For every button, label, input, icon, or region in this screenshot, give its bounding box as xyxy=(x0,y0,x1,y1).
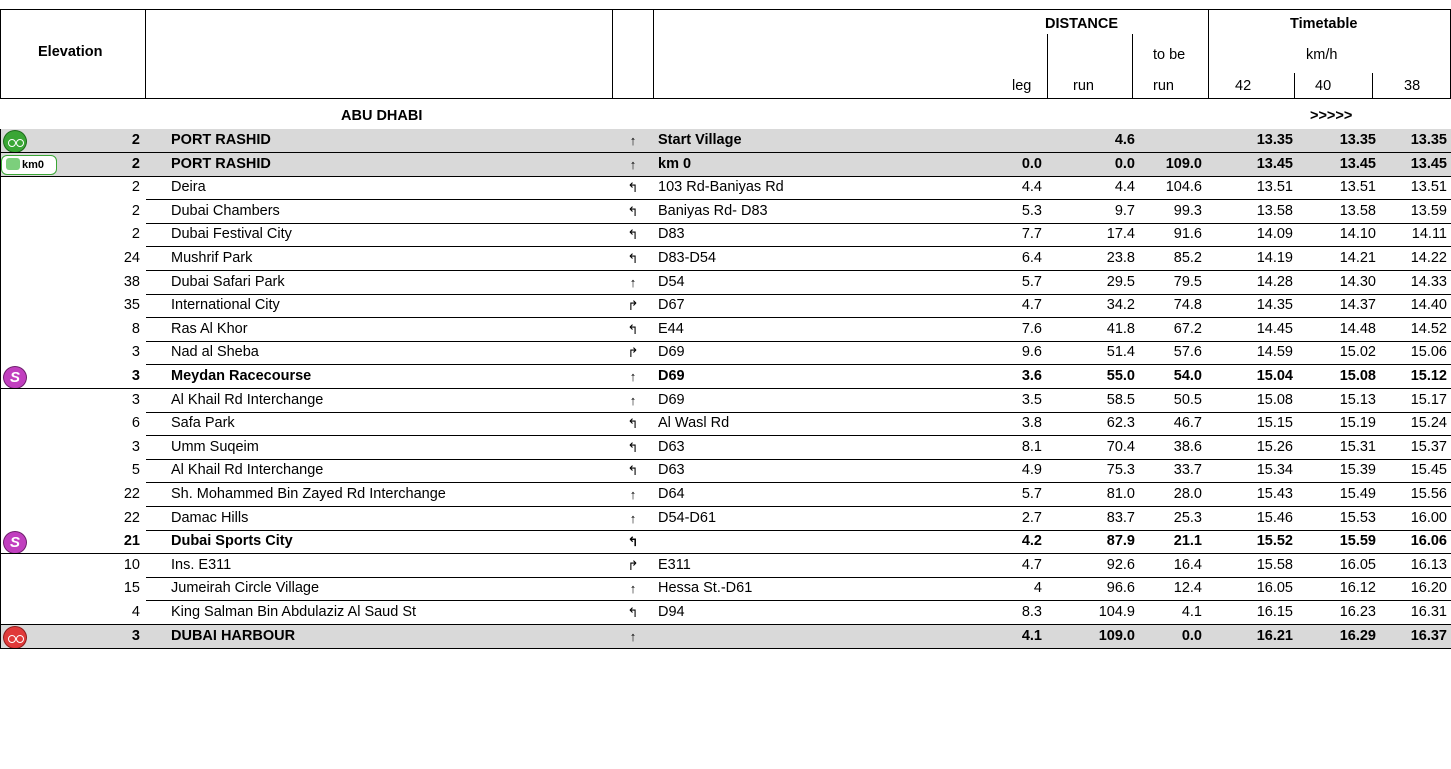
speed-40-header: 40 xyxy=(1315,78,1332,94)
table-row xyxy=(0,153,1451,176)
time-40: 16.05 xyxy=(1339,557,1376,573)
row-left-border xyxy=(0,176,1,200)
direction-arrow: ↑ xyxy=(629,275,637,290)
leg-distance: 4.9 xyxy=(1021,462,1042,478)
time-38: 16.13 xyxy=(1410,557,1447,573)
leg-distance: 8.3 xyxy=(1021,604,1042,620)
to-be-run-distance: 25.3 xyxy=(1173,510,1202,526)
road-name: Al Wasl Rd xyxy=(658,415,730,431)
time-38: 16.31 xyxy=(1410,604,1447,620)
run-distance: 83.7 xyxy=(1106,510,1135,526)
elevation-cell: 3 xyxy=(131,344,140,360)
time-40: 16.23 xyxy=(1339,604,1376,620)
road-name: D94 xyxy=(658,604,685,620)
leg-distance xyxy=(960,129,1042,152)
location-name: Al Khail Rd Interchange xyxy=(171,462,324,478)
run-distance: 104.9 xyxy=(1098,604,1135,620)
run-distance: 4.4 xyxy=(1114,179,1135,195)
road-name: D69 xyxy=(658,368,685,384)
header-divider xyxy=(1047,34,1048,99)
time-40: 14.21 xyxy=(1339,250,1376,266)
run-distance: 87.9 xyxy=(1106,533,1135,549)
time-38: 16.06 xyxy=(1410,533,1447,549)
row-left-border xyxy=(0,389,1,413)
run-distance: 70.4 xyxy=(1106,439,1135,455)
leg-distance: 4.2 xyxy=(1021,533,1042,549)
location-name: Sh. Mohammed Bin Zayed Rd Interchange xyxy=(171,486,446,502)
table-row xyxy=(0,341,1451,364)
time-38: 13.59 xyxy=(1410,203,1447,219)
run-distance: 51.4 xyxy=(1106,344,1135,360)
road-name: D83 xyxy=(658,226,685,242)
direction-arrow: ↰ xyxy=(627,534,639,549)
header-divider xyxy=(1372,73,1373,99)
time-42: 16.05 xyxy=(1256,580,1293,596)
road-name: Start Village xyxy=(658,132,742,148)
row-left-border xyxy=(0,625,1,649)
time-42: 16.21 xyxy=(1256,628,1293,644)
direction-arrow: ↰ xyxy=(627,605,639,620)
leg-distance: 5.7 xyxy=(1021,486,1042,502)
header-bottom-border xyxy=(0,98,1451,99)
row-left-border xyxy=(0,459,1,483)
row-left-border xyxy=(0,200,1,224)
run-distance: 62.3 xyxy=(1106,415,1135,431)
table-row xyxy=(0,459,1451,482)
elevation-cell: 3 xyxy=(131,392,140,408)
kmh-header: km/h xyxy=(1306,47,1338,63)
time-42: 14.28 xyxy=(1256,274,1293,290)
to-be-run-distance: 38.6 xyxy=(1173,439,1202,455)
table-row xyxy=(0,389,1451,412)
location-name: Dubai Sports City xyxy=(171,533,293,549)
road-name: D64 xyxy=(658,486,685,502)
section-title-row xyxy=(0,105,1451,128)
table-header xyxy=(0,0,1451,98)
leg-distance: 4 xyxy=(1033,580,1042,596)
row-divider xyxy=(0,648,1451,649)
leg-distance: 4.7 xyxy=(1021,557,1042,573)
elevation-cell: 6 xyxy=(131,415,140,431)
location-name: Nad al Sheba xyxy=(171,344,259,360)
to-be-header: to be xyxy=(1153,47,1186,63)
direction-arrow: ↰ xyxy=(627,322,639,337)
leg-distance: 7.7 xyxy=(1021,226,1042,242)
run-distance: 109.0 xyxy=(1098,628,1135,644)
speed-38-header: 38 xyxy=(1404,78,1421,94)
to-be-run-distance: 4.1 xyxy=(1181,604,1202,620)
time-40: 15.19 xyxy=(1339,415,1376,431)
direction-arrow: ↰ xyxy=(627,227,639,242)
time-38: 15.45 xyxy=(1410,462,1447,478)
elevation-cell: 2 xyxy=(131,179,140,195)
direction-marker: >>>>> xyxy=(1310,108,1353,124)
table-row xyxy=(0,412,1451,435)
to-be-run-header: run xyxy=(1153,78,1174,94)
leg-distance: 7.6 xyxy=(1021,321,1042,337)
run-distance: 41.8 xyxy=(1106,321,1135,337)
location-name: Dubai Chambers xyxy=(171,203,280,219)
time-40: 13.45 xyxy=(1339,156,1376,172)
time-38: 15.56 xyxy=(1410,486,1447,502)
time-42: 15.26 xyxy=(1256,439,1293,455)
elevation-cell: 21 xyxy=(123,533,140,549)
to-be-run-distance: 74.8 xyxy=(1173,297,1202,313)
time-38: 16.37 xyxy=(1410,628,1447,644)
row-left-border xyxy=(0,483,1,507)
elevation-cell: 22 xyxy=(123,510,140,526)
elevation-header: Elevation xyxy=(38,44,103,60)
time-42: 13.35 xyxy=(1256,132,1293,148)
run-distance: 23.8 xyxy=(1106,250,1135,266)
elevation-cell: 22 xyxy=(123,486,140,502)
to-be-run-distance: 0.0 xyxy=(1181,628,1202,644)
time-40: 14.37 xyxy=(1339,297,1376,313)
table-row xyxy=(0,625,1451,648)
road-name: Baniyas Rd- D83 xyxy=(658,203,768,219)
location-name: PORT RASHID xyxy=(171,132,271,148)
header-divider xyxy=(1208,9,1209,99)
run-distance: 55.0 xyxy=(1106,368,1135,384)
direction-arrow: ↑ xyxy=(629,581,637,596)
time-42: 13.45 xyxy=(1256,156,1293,172)
table-row xyxy=(0,601,1451,624)
elevation-cell: 2 xyxy=(131,156,140,172)
to-be-run-distance: 85.2 xyxy=(1173,250,1202,266)
run-distance: 34.2 xyxy=(1106,297,1135,313)
row-left-border xyxy=(0,507,1,531)
direction-arrow: ↱ xyxy=(627,558,639,573)
time-38: 14.40 xyxy=(1410,297,1447,313)
row-left-border xyxy=(0,341,1,365)
location-name: King Salman Bin Abdulaziz Al Saud St xyxy=(171,604,417,620)
run-distance: 75.3 xyxy=(1106,462,1135,478)
time-42: 15.58 xyxy=(1256,557,1293,573)
to-be-run-distance: 91.6 xyxy=(1173,226,1202,242)
table-row xyxy=(0,200,1451,223)
table-row xyxy=(0,577,1451,600)
time-40: 13.51 xyxy=(1339,179,1376,195)
leg-header: leg xyxy=(1012,78,1032,94)
time-38: 15.06 xyxy=(1410,344,1447,360)
to-be-run-distance: 67.2 xyxy=(1173,321,1202,337)
direction-arrow: ↑ xyxy=(629,511,637,526)
table-row xyxy=(0,530,1451,553)
leg-distance: 9.6 xyxy=(1021,344,1042,360)
location-name: Al Khail Rd Interchange xyxy=(171,392,324,408)
row-left-border xyxy=(0,554,1,578)
time-40: 15.08 xyxy=(1339,368,1376,384)
sprint-icon: S xyxy=(3,531,27,554)
time-42: 15.46 xyxy=(1256,510,1293,526)
to-be-run-distance: 50.5 xyxy=(1173,392,1202,408)
speed-42-header: 42 xyxy=(1235,78,1252,94)
time-42: 13.51 xyxy=(1256,179,1293,195)
row-left-border xyxy=(0,271,1,295)
header-left-border xyxy=(0,9,1,99)
table-row xyxy=(0,271,1451,294)
row-left-border xyxy=(0,412,1,436)
time-42: 14.59 xyxy=(1256,344,1293,360)
header-top-border xyxy=(0,9,1451,10)
time-42: 14.19 xyxy=(1256,250,1293,266)
time-38: 14.11 xyxy=(1411,226,1447,242)
direction-arrow: ↰ xyxy=(627,204,639,219)
elevation-cell: 3 xyxy=(131,368,140,384)
run-distance: 29.5 xyxy=(1106,274,1135,290)
row-left-border xyxy=(0,601,1,625)
direction-arrow: ↑ xyxy=(629,369,637,384)
time-42: 15.34 xyxy=(1256,462,1293,478)
location-name: PORT RASHID xyxy=(171,156,271,172)
time-42: 15.43 xyxy=(1256,486,1293,502)
elevation-cell: 10 xyxy=(123,557,140,573)
table-row xyxy=(0,223,1451,246)
time-42: 13.58 xyxy=(1256,203,1293,219)
time-38: 13.35 xyxy=(1410,132,1447,148)
time-40: 16.29 xyxy=(1339,628,1376,644)
road-name: Hessa St.-D61 xyxy=(658,580,753,596)
time-40: 13.58 xyxy=(1339,203,1376,219)
location-name: Jumeirah Circle Village xyxy=(171,580,320,596)
location-name: Deira xyxy=(171,179,206,195)
to-be-run-distance: 57.6 xyxy=(1173,344,1202,360)
row-left-border xyxy=(0,577,1,601)
time-38: 14.33 xyxy=(1410,274,1447,290)
table-row xyxy=(0,507,1451,530)
road-name: D69 xyxy=(658,344,685,360)
direction-arrow: ↰ xyxy=(627,416,639,431)
to-be-run-distance: 99.3 xyxy=(1173,203,1202,219)
direction-arrow: ↰ xyxy=(627,180,639,195)
time-38: 15.24 xyxy=(1410,415,1447,431)
time-38: 15.17 xyxy=(1410,392,1447,408)
row-left-border xyxy=(0,153,1,177)
to-be-run-distance: 104.6 xyxy=(1165,179,1202,195)
leg-distance: 3.6 xyxy=(1021,368,1042,384)
elevation-cell: 15 xyxy=(123,580,140,596)
road-name: D63 xyxy=(658,439,685,455)
distance-header: DISTANCE xyxy=(1045,16,1119,32)
direction-arrow: ↰ xyxy=(627,251,639,266)
time-38: 14.22 xyxy=(1410,250,1447,266)
time-40: 15.02 xyxy=(1339,344,1376,360)
time-38: 13.51 xyxy=(1410,179,1447,195)
run-distance: 96.6 xyxy=(1106,580,1135,596)
elevation-cell: 3 xyxy=(131,628,140,644)
km0-label: km0 xyxy=(22,159,45,171)
time-42: 15.15 xyxy=(1256,415,1293,431)
leg-distance: 3.5 xyxy=(1021,392,1042,408)
road-name: D83-D54 xyxy=(658,250,717,266)
location-name: International City xyxy=(171,297,280,313)
to-be-run-distance: 16.4 xyxy=(1173,557,1202,573)
row-left-border xyxy=(0,436,1,460)
elevation-cell: 38 xyxy=(123,274,140,290)
to-be-run-distance: 12.4 xyxy=(1173,580,1202,596)
time-40: 15.13 xyxy=(1339,392,1376,408)
row-left-border xyxy=(0,530,1,554)
time-40: 16.12 xyxy=(1339,580,1376,596)
location-name: DUBAI HARBOUR xyxy=(171,628,296,644)
to-be-run-distance: 21.1 xyxy=(1173,533,1202,549)
time-40: 14.48 xyxy=(1339,321,1376,337)
run-distance: 17.4 xyxy=(1106,226,1135,242)
table-row xyxy=(0,365,1451,388)
leg-distance: 5.7 xyxy=(1021,274,1042,290)
time-42: 14.45 xyxy=(1256,321,1293,337)
elevation-cell: 24 xyxy=(123,250,140,266)
table-row xyxy=(0,294,1451,317)
run-distance: 92.6 xyxy=(1106,557,1135,573)
leg-distance: 6.4 xyxy=(1021,250,1042,266)
table-row xyxy=(0,176,1451,199)
location-name: Safa Park xyxy=(171,415,235,431)
sprint-icon: S xyxy=(3,366,27,389)
location-name: Ins. E311 xyxy=(171,557,232,573)
time-40: 13.35 xyxy=(1339,132,1376,148)
elevation-cell: 3 xyxy=(131,439,140,455)
row-left-border xyxy=(0,129,1,153)
time-38: 13.45 xyxy=(1410,156,1447,172)
run-header: run xyxy=(1073,78,1094,94)
time-40: 14.10 xyxy=(1339,226,1376,242)
elevation-cell: 8 xyxy=(131,321,140,337)
elevation-cell: 4 xyxy=(131,604,140,620)
time-40: 15.49 xyxy=(1339,486,1376,502)
location-name: Damac Hills xyxy=(171,510,249,526)
row-left-border xyxy=(0,294,1,318)
to-be-run-distance: 46.7 xyxy=(1173,415,1202,431)
time-38: 16.20 xyxy=(1410,580,1447,596)
row-left-border xyxy=(0,223,1,247)
direction-arrow: ↑ xyxy=(629,629,637,644)
table-row xyxy=(0,129,1451,152)
direction-arrow: ↰ xyxy=(627,463,639,478)
elevation-cell: 35 xyxy=(123,297,140,313)
road-name: D54-D61 xyxy=(658,510,717,526)
time-40: 15.59 xyxy=(1339,533,1376,549)
time-42: 14.09 xyxy=(1256,226,1293,242)
time-40: 15.31 xyxy=(1339,439,1376,455)
road-name: E44 xyxy=(658,321,684,337)
table-row xyxy=(0,247,1451,270)
direction-arrow: ↑ xyxy=(629,487,637,502)
time-42: 14.35 xyxy=(1256,297,1293,313)
road-name: D67 xyxy=(658,297,685,313)
direction-arrow: ↑ xyxy=(629,157,637,172)
timetable-header: Timetable xyxy=(1290,16,1358,32)
elevation-cell: 2 xyxy=(131,203,140,219)
time-38: 15.12 xyxy=(1410,368,1447,384)
leg-distance: 4.1 xyxy=(1021,628,1042,644)
time-42: 15.52 xyxy=(1256,533,1293,549)
header-divider xyxy=(612,9,613,99)
run-distance: 9.7 xyxy=(1114,203,1135,219)
road-name: km 0 xyxy=(658,156,692,172)
run-distance: 0.0 xyxy=(1114,156,1135,172)
elevation-cell: 5 xyxy=(131,462,140,478)
leg-distance: 4.4 xyxy=(1021,179,1042,195)
leg-distance: 2.7 xyxy=(1021,510,1042,526)
time-40: 15.39 xyxy=(1339,462,1376,478)
location-name: Dubai Festival City xyxy=(171,226,292,242)
run-distance: 58.5 xyxy=(1106,392,1135,408)
time-38: 16.00 xyxy=(1410,510,1447,526)
leg-distance: 8.1 xyxy=(1021,439,1042,455)
time-42: 15.04 xyxy=(1256,368,1293,384)
time-38: 14.52 xyxy=(1410,321,1447,337)
elevation-cell: 2 xyxy=(131,226,140,242)
leg-distance: 5.3 xyxy=(1021,203,1042,219)
run-distance: 4.6 xyxy=(1114,132,1135,148)
road-name: 103 Rd-Baniyas Rd xyxy=(658,179,784,195)
time-40: 14.30 xyxy=(1339,274,1376,290)
leg-distance: 4.7 xyxy=(1021,297,1042,313)
to-be-run-distance: 33.7 xyxy=(1173,462,1202,478)
leg-distance: 0.0 xyxy=(1021,156,1042,172)
row-left-border xyxy=(0,365,1,389)
table-row xyxy=(0,318,1451,341)
row-left-border xyxy=(0,318,1,342)
direction-arrow: ↰ xyxy=(627,440,639,455)
table-row xyxy=(0,483,1451,506)
header-divider xyxy=(1132,34,1133,99)
header-divider xyxy=(145,9,146,99)
location-name: Umm Suqeim xyxy=(171,439,259,455)
elevation-cell: 2 xyxy=(131,132,140,148)
direction-arrow: ↑ xyxy=(629,133,637,148)
run-distance: 81.0 xyxy=(1106,486,1135,502)
location-name: Dubai Safari Park xyxy=(171,274,285,290)
to-be-run-distance: 54.0 xyxy=(1173,368,1202,384)
header-divider xyxy=(653,9,654,99)
header-divider xyxy=(1294,73,1295,99)
section-title: ABU DHABI xyxy=(341,108,423,124)
location-name: Mushrif Park xyxy=(171,250,253,266)
row-left-border xyxy=(0,247,1,271)
road-name: E311 xyxy=(658,557,691,573)
road-name: D63 xyxy=(658,462,685,478)
road-name: D69 xyxy=(658,392,685,408)
table-row xyxy=(0,436,1451,459)
time-40: 15.53 xyxy=(1339,510,1376,526)
to-be-run-distance: 28.0 xyxy=(1173,486,1202,502)
to-be-run-distance: 79.5 xyxy=(1173,274,1202,290)
road-name: D54 xyxy=(658,274,685,290)
to-be-run-distance xyxy=(1140,129,1202,152)
location-name: Meydan Racecourse xyxy=(171,368,312,384)
leg-distance: 3.8 xyxy=(1021,415,1042,431)
time-38: 15.37 xyxy=(1410,439,1447,455)
direction-arrow: ↱ xyxy=(627,345,639,360)
direction-arrow: ↱ xyxy=(627,298,639,313)
time-42: 15.08 xyxy=(1256,392,1293,408)
direction-arrow: ↑ xyxy=(629,393,637,408)
location-name: Ras Al Khor xyxy=(171,321,248,337)
to-be-run-distance: 109.0 xyxy=(1165,156,1202,172)
time-42: 16.15 xyxy=(1256,604,1293,620)
table-row xyxy=(0,554,1451,577)
